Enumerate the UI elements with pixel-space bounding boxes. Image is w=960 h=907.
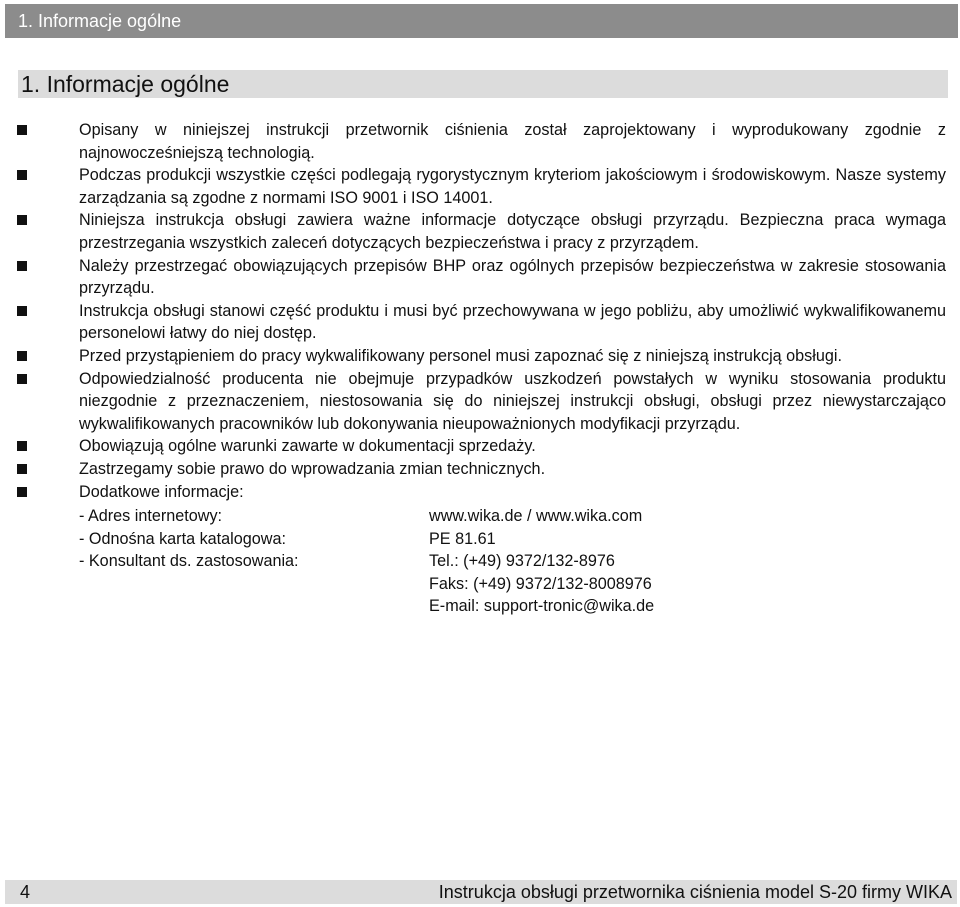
info-value: Faks: (+49) 9372/132-8008976	[429, 574, 652, 593]
bullet-item	[17, 119, 946, 164]
footer-title: Instrukcja obsługi przetwornika ciśnienia model S-20 firmy WIKA	[438, 881, 952, 902]
bullet-item	[17, 300, 946, 345]
bullet-item-additional-info	[17, 481, 946, 619]
page-number: 4	[20, 881, 31, 902]
info-label	[79, 573, 429, 596]
bullet-text: Obowiązują ogólne warunki zawarte w dokumentacji sprzedaży.	[79, 437, 536, 456]
bullet-item	[17, 345, 946, 368]
bullet-text: Należy przestrzegać obowiązujących przepisów BHP oraz ogólnych przepisów bezpieczeństwa w zakresie stosowania przyrządu.	[79, 256, 946, 298]
page-footer	[5, 880, 957, 904]
info-label: - Adres internetowy:	[79, 507, 223, 526]
info-value: Tel.: (+49) 9372/132-8976	[429, 552, 615, 571]
running-header-title: 1. Informacje ogólne	[18, 10, 182, 31]
bullet-square-icon	[17, 351, 27, 361]
bullet-item	[17, 368, 946, 436]
bullet-square-icon	[17, 487, 27, 497]
info-value: PE 81.61	[429, 529, 496, 548]
bullet-square-icon	[17, 215, 27, 225]
section-heading-title: 1. Informacje ogólne	[21, 70, 230, 97]
running-header	[5, 4, 958, 38]
additional-info-title: Dodatkowe informacje:	[79, 482, 244, 501]
bullet-square-icon	[17, 374, 27, 384]
bullet-text: Podczas produkcji wszystkie części podlegają rygorystycznym kryteriom jakościowym i środowiskowym. Nasze systemy zarządzania są zgodne z normami ISO 9001 i ISO 14001.	[79, 166, 946, 207]
section-heading	[18, 70, 948, 98]
bullet-text: Opisany w niniejszej instrukcji przetwornik ciśnienia został zaprojektowany i wyprodukowany zgodnie z najnowocześniejszą technologią.	[79, 121, 946, 162]
bullet-item	[17, 164, 946, 209]
bullet-item	[17, 255, 946, 300]
bullet-item	[17, 458, 946, 481]
bullet-square-icon	[17, 125, 27, 135]
bullet-text: Odpowiedzialność producenta nie obejmuje przypadków uszkodzeń powstałych w wyniku stosowania produktu niezgodnie z przeznaczeniem, niestosowania się do niniejszej instrukcji obsługi, obsługi przez niewystarczająco wykwalifikowanych pracowników lub dokonywania nieupoważnionych modyfikacji przyrządu.	[79, 369, 946, 433]
bullet-square-icon	[17, 170, 27, 180]
bullet-item	[17, 435, 946, 458]
info-label: - Odnośna karta katalogowa:	[79, 529, 286, 548]
bullet-square-icon	[17, 306, 27, 316]
info-value: E-mail: support-tronic@wika.de	[429, 597, 655, 616]
bullet-list	[17, 119, 946, 618]
bullet-square-icon	[17, 441, 27, 451]
bullet-text: Przed przystąpieniem do pracy wykwalifikowany personel musi zapoznać się z niniejszą instrukcją obsługi.	[79, 346, 842, 365]
bullet-text: Instrukcja obsługi stanowi część produktu i musi być przechowywana w jego pobliżu, aby umożliwić wykwalifikowanemu personelowi łatwy do niej dostęp.	[79, 301, 946, 343]
bullet-square-icon	[17, 464, 27, 474]
info-label	[79, 595, 429, 618]
additional-info-table	[79, 505, 946, 618]
info-label: - Konsultant ds. zastosowania:	[79, 552, 299, 571]
bullet-square-icon	[17, 261, 27, 271]
bullet-text: Niniejsza instrukcja obsługi zawiera ważne informacje dotyczące obsługi przyrządu. Bezpieczna praca wymaga przestrzegania wszystkich zaleceń dotyczących bezpieczeństwa i pracy z przyrządem.	[79, 211, 946, 252]
bullet-text: Zastrzegamy sobie prawo do wprowadzania zmian technicznych.	[79, 459, 546, 478]
info-value: www.wika.de / www.wika.com	[429, 507, 643, 526]
bullet-item	[17, 209, 946, 254]
